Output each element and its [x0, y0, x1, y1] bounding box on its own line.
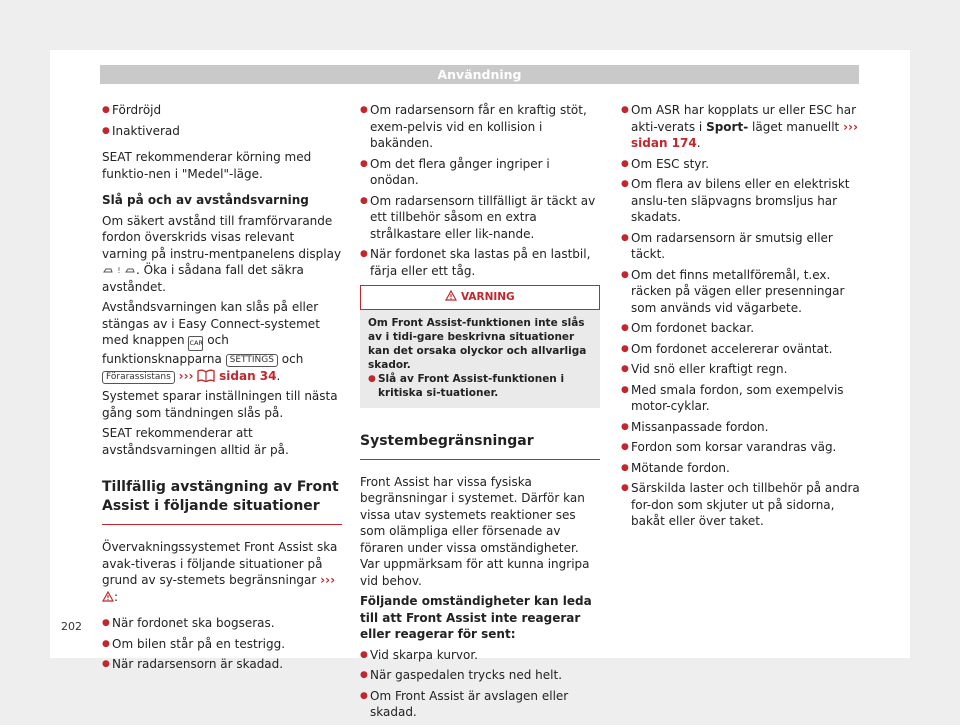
- section-heading-limits: Systembegränsningar: [360, 432, 534, 449]
- list-item: ● Fördröjd: [102, 102, 342, 119]
- text: Om ASR har kopplats ur eller ESC har akti-verats i: [631, 103, 857, 134]
- list-item: ● Om radarsensorn får en kraftig stöt, exem-pelvis vid en kollision i bakänden.: [360, 102, 600, 152]
- paragraph-monitor: Övervakningssystemet Front Assist ska avak-tiveras i följande situationer på grund av sy-stemets begränsningar ››› :: [102, 540, 338, 604]
- manual-page: [50, 50, 910, 719]
- paragraph-limits: Front Assist har vissa fysiska begränsningar i systemet. Därför kan vissa utav systemets reaktioner ses som olämpliga eller försenade av föraren under vissa omständigheter. Var uppmärksam för att kunna ingripa vid behov.: [360, 474, 590, 588]
- paragraph-recommend2: SEAT rekommenderar att avståndsvarningen alltid är på.: [102, 426, 289, 457]
- warning-header: [360, 285, 600, 310]
- list-item: ● Om ESC styr.: [621, 156, 861, 173]
- list-item: ● Om radarsensorn är smutsig eller täckt.: [621, 230, 861, 263]
- warning-triangle-icon: [445, 290, 457, 301]
- paragraph-warning: [102, 213, 342, 296]
- warning-bullet: ● Slå av Front Assist-funktionen i kritiska si-tuationer.: [368, 372, 592, 400]
- list-item: ● Missanpassade fordon.: [621, 419, 861, 436]
- text: Om säkert avstånd till framförvarande fordon överskrids visas relevant varning på instru-mentpanelens display: [102, 213, 342, 261]
- column-1: [102, 102, 342, 677]
- text: och: [281, 352, 304, 366]
- paragraph-toggle: Avståndsvarningen kan slås på eller stängas av i Easy Connect-systemet med knappen CAR och funktionsknapparna SETTINGS och Förarassistans ››› sidan 34.: [102, 300, 320, 383]
- settings-key: SETTINGS: [226, 354, 278, 367]
- reference-arrows: ›››: [320, 573, 336, 587]
- car-button-icon: CAR: [188, 336, 203, 351]
- svg-text:!: !: [117, 266, 121, 275]
- list-item: ● Inaktiverad: [102, 123, 342, 140]
- text: . Öka i sådana fall det säkra avståndet.: [102, 263, 304, 294]
- list-item: ● Om det flera gånger ingriper i onödan.: [360, 156, 600, 189]
- reference-link[interactable]: sidan 34: [219, 368, 277, 383]
- page-number: 202: [61, 620, 82, 633]
- column-3: [621, 102, 861, 534]
- list-item: ● Med smala fordon, som exempelvis motor-cyklar.: [621, 382, 861, 415]
- list-item: ● Om det finns metallföremål, t.ex. räcken på vägen eller presenningar som används vid vägarbete.: [621, 267, 861, 317]
- list-item: ● Om fordonet backar.: [621, 320, 861, 337]
- list-item: ● Om radarsensorn tillfälligt är täckt av ett tillbehör såsom en extra strålkastare eller lik-nande.: [360, 193, 600, 243]
- section-divider: [360, 459, 600, 460]
- distance-warning-icon: [102, 265, 136, 275]
- reference-arrows: ›››: [178, 368, 194, 383]
- text: läget manuellt: [752, 119, 840, 134]
- warning-title: VARNING: [460, 291, 515, 303]
- reference-arrows: ›››: [843, 119, 858, 134]
- warning-text: Om Front Assist-funktionen inte slås av i tidi-gare beskrivna situationer kan det orsaka olyckor och allvarliga skador.: [368, 316, 587, 371]
- list-item: ● Om flera av bilens eller en elektriskt anslu-ten släpvagns bromsljus har skadats.: [621, 176, 861, 226]
- text: och funktionsknapparna: [102, 333, 229, 366]
- list-item: ● Särskilda laster och tillbehör på andra for-don som skjuter ut på sidorna, bakåt eller över taket.: [621, 480, 861, 530]
- text: Avståndsvarningen kan slås på eller stängas av i Easy Connect-systemet med knappen: [102, 300, 320, 347]
- reference-link[interactable]: sidan 174: [631, 136, 697, 150]
- subheading-onoff: Slå på och av avståndsvarning: [102, 193, 309, 207]
- paragraph-saves: Systemet sparar inställningen till nästa gång som tändningen slås på.: [102, 389, 338, 420]
- section-heading-temporary: Tillfällig avstängning av Front Assist i följande situationer: [102, 479, 339, 514]
- warning-body: [360, 310, 600, 408]
- text: Övervakningssystemet Front Assist ska avak-tiveras i följande situationer på grund av sy-stemets begränsningar: [102, 540, 338, 587]
- list-item: ● Mötande fordon.: [621, 460, 861, 477]
- list-item: ● När fordonet ska bogseras.: [102, 615, 342, 632]
- list-item: ● När fordonet ska lastas på en lastbil, färja eller ett tåg.: [360, 246, 600, 279]
- paragraph-circumstances: Följande omständigheter kan leda till att Front Assist inte reagerar eller reagerar för sent:: [360, 594, 592, 641]
- page-header: Användning: [100, 65, 859, 84]
- section-divider: [102, 524, 342, 525]
- list-item: ● Om ASR har kopplats ur eller ESC har akti-verats i Sport- läget manuellt ››› sidan 174.: [621, 102, 861, 152]
- list-item: ● Vid skarpa kurvor.: [360, 647, 600, 664]
- list-item: ● Vid snö eller kraftigt regn.: [621, 361, 861, 378]
- paragraph-recommend: SEAT rekommenderar körning med funktio-nen i "Medel"-läge.: [102, 150, 312, 181]
- warning-triangle-icon: [102, 591, 114, 602]
- book-icon: [197, 369, 215, 382]
- list-item: ● Om Front Assist är avslagen eller skadad.: [360, 688, 600, 721]
- list-item: ● När gaspedalen trycks ned helt.: [360, 667, 600, 684]
- list-item: ● När radarsensorn är skadad.: [102, 656, 342, 673]
- text-sport: Sport-: [706, 119, 749, 134]
- warning-box: [360, 285, 600, 408]
- driver-assist-key: Förarassistans: [102, 371, 175, 384]
- list-item: ● Fordon som korsar varandras väg.: [621, 439, 861, 456]
- list-item: ● Om bilen står på en testrigg.: [102, 636, 342, 653]
- list-item: ● Om fordonet accelererar oväntat.: [621, 341, 861, 358]
- column-2: [360, 102, 600, 725]
